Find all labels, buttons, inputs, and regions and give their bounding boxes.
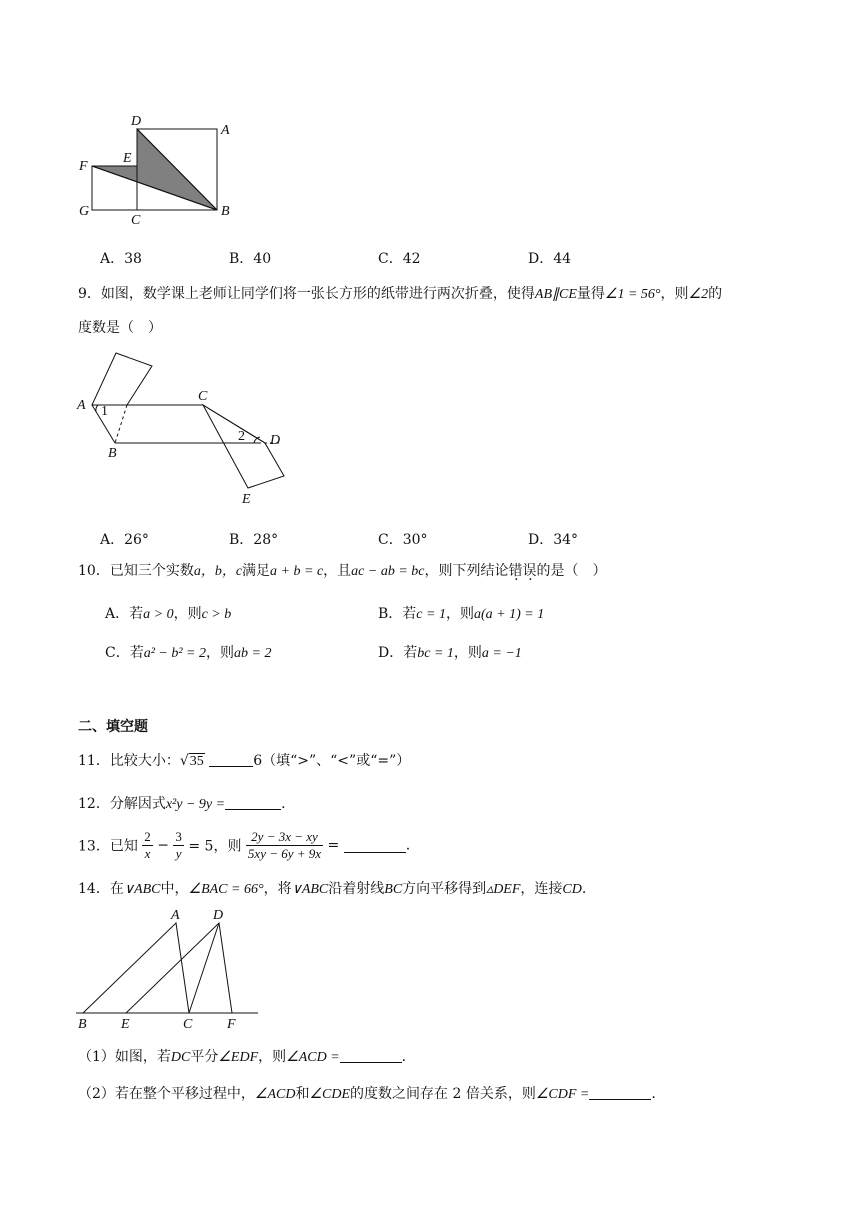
- q10-option-c-label: C．若: [105, 645, 144, 661]
- label-f: F: [227, 1017, 236, 1032]
- q14-segment-cd: CD: [562, 882, 582, 897]
- label-a: A: [77, 398, 86, 413]
- label-f: F: [79, 159, 88, 174]
- q14-angle-bac: ∠BAC = 66°: [188, 882, 264, 897]
- triangle-def: [126, 923, 232, 1013]
- q10-option-d-cond: bc = 1: [417, 646, 454, 661]
- folded-strip-figure: [70, 345, 300, 510]
- q14-p2-ask: ∠CDF =: [535, 1087, 590, 1102]
- q9-text-3: ，则: [660, 286, 689, 302]
- q10-option-b-cond: c = 1: [416, 607, 446, 622]
- q14-p1-ask: ∠ACD =: [286, 1050, 340, 1065]
- q10-cond2: ac − ab = bc: [351, 564, 425, 579]
- q10-option-b-label: B．若: [378, 606, 417, 622]
- square-triangle-figure: [70, 110, 250, 230]
- q12-answer-blank[interactable]: [225, 795, 281, 810]
- q9-text-1: 9．如图，数学课上老师让同学们将一张长方形的纸带进行两次折叠，使得: [78, 286, 535, 302]
- q14-p2-answer-blank[interactable]: [589, 1085, 651, 1100]
- q14-p1-end: .: [401, 1049, 407, 1065]
- q14-p1-dc: DC: [170, 1050, 191, 1065]
- q13-minus: −: [157, 837, 169, 854]
- q14-p1-angle-edf: ∠EDF: [218, 1050, 259, 1065]
- q14-p2-end: .: [651, 1086, 656, 1102]
- q10-cond1: a + b = c: [270, 564, 324, 579]
- label-e: E: [121, 1017, 130, 1032]
- q12-expression: x²y − 9y =: [165, 797, 226, 812]
- q13-f1-den: x: [144, 846, 151, 861]
- q10-text-and: ，且: [323, 563, 352, 579]
- strip-left-flap: [92, 353, 152, 405]
- q14-p1-prefix: （1）如图，若: [78, 1049, 171, 1065]
- q10-text-satisfy: 满足: [242, 563, 271, 579]
- q13-fraction-3-over-y: [173, 829, 184, 862]
- q9-math-ab-parallel-ce: AB∥CE: [534, 287, 577, 302]
- q9-text-2: 量得: [576, 286, 605, 302]
- q9-stem-line2: 度数是（ ）: [78, 320, 162, 336]
- q9-text-4: 的: [708, 286, 723, 302]
- q13-answer-blank[interactable]: [344, 838, 406, 853]
- q10-option-b[interactable]: [378, 603, 544, 623]
- q11-after: 6（填“>”、“<”或“=”）: [253, 753, 411, 769]
- q10-option-d-then: ，则: [453, 645, 482, 661]
- label-g: G: [79, 204, 90, 219]
- q14-triangle-abc-2: ∨ABC: [291, 882, 329, 897]
- q13-f2-den: y: [175, 846, 182, 861]
- q14-text-4: 方向平移得到: [402, 881, 487, 897]
- q14-ray-bc: BC: [384, 882, 403, 897]
- q10-vars: a，b，c: [193, 564, 243, 579]
- label-angle2: 2: [238, 429, 245, 444]
- q13-stem: [78, 829, 410, 862]
- q13-prefix: 13．已知: [78, 838, 138, 855]
- label-a: A: [171, 908, 180, 923]
- q10-option-a-label: A．若: [105, 606, 144, 622]
- q14-p2-angle-cde: ∠CDE: [309, 1087, 351, 1102]
- label-b: B: [78, 1017, 87, 1032]
- q14-part2: [78, 1083, 656, 1103]
- label-angle1: 1: [101, 404, 108, 419]
- q13-f3-num: 2y − 3x − xy: [246, 829, 323, 846]
- q12-stem: [78, 793, 286, 813]
- label-c: C: [131, 213, 141, 228]
- label-c: C: [198, 389, 208, 404]
- label-e: E: [242, 492, 251, 507]
- q10-emphasis-2: 误: [522, 563, 537, 579]
- q10-option-c[interactable]: [105, 642, 271, 662]
- q9-option-b[interactable]: B．28°: [229, 532, 279, 548]
- q14-text-1: 中，: [160, 881, 189, 897]
- q11-answer-blank[interactable]: [209, 752, 253, 767]
- q14-text-3: 沿着射线: [328, 881, 385, 897]
- q12-end: .: [281, 796, 286, 812]
- q13-eq5: = 5，则: [188, 838, 242, 855]
- label-c: C: [183, 1017, 193, 1032]
- sqrt-symbol: √: [179, 753, 189, 769]
- q9-option-d[interactable]: D．34°: [528, 532, 579, 548]
- angle1-arc: [96, 405, 98, 412]
- q10-option-c-cond: a² − b² = 2: [143, 646, 207, 661]
- q14-p2-mid: 的度数之间存在 2 倍关系，则: [350, 1086, 536, 1102]
- q10-option-b-then: ，则: [445, 606, 474, 622]
- q14-p1-bisects: 平分: [190, 1049, 219, 1065]
- label-b: B: [108, 446, 117, 461]
- q11-stem: [78, 750, 410, 770]
- q14-text-2: ，将: [263, 881, 292, 897]
- label-a: A: [221, 123, 230, 138]
- q11-radicand: 35: [189, 754, 204, 769]
- angle2-arc: [254, 437, 260, 443]
- q11-prefix: 11．比较大小：: [78, 753, 180, 769]
- segment-cd: [189, 923, 219, 1013]
- q10-option-a-cond: a > 0: [143, 607, 174, 622]
- q10-option-c-then: ，则: [206, 645, 235, 661]
- q13-fraction-expression: [246, 829, 323, 862]
- q10-option-d[interactable]: [378, 642, 522, 662]
- q14-prefix: 14．在: [78, 881, 124, 897]
- q8-option-c[interactable]: C．42: [378, 251, 421, 267]
- q13-f3-den: 5xy − 6y + 9x: [247, 846, 322, 861]
- q9-option-a[interactable]: A．26°: [100, 532, 149, 548]
- q14-p2-and: 和: [295, 1086, 310, 1102]
- q13-fraction-2-over-x: [142, 829, 153, 862]
- q14-p2-prefix: （2）若在整个平移过程中，: [78, 1086, 255, 1102]
- q14-p1-then: ，则: [258, 1049, 287, 1065]
- q10-option-d-result: a = −1: [481, 646, 522, 661]
- q13-f2-num: 3: [175, 829, 182, 844]
- q8-option-a[interactable]: A．38: [100, 251, 142, 267]
- q8-option-b[interactable]: B．40: [229, 251, 272, 267]
- q13-end: .: [405, 837, 411, 854]
- q10-option-a[interactable]: [105, 603, 231, 623]
- q13-f1-num: 2: [144, 829, 151, 844]
- translation-triangles-figure: [70, 905, 270, 1033]
- label-e: E: [123, 151, 132, 166]
- fold-line-dashed-left: [115, 405, 127, 443]
- q14-part1: [78, 1046, 406, 1066]
- q9-math-angle2: ∠2: [688, 287, 709, 302]
- q8-option-d[interactable]: D．44: [528, 251, 572, 267]
- q10-emphasis-1: 错: [508, 563, 523, 579]
- q10-option-b-result: a(a + 1) = 1: [473, 607, 545, 622]
- label-d: D: [131, 114, 142, 129]
- q12-prefix: 12．分解因式: [78, 796, 166, 812]
- q14-p1-answer-blank[interactable]: [340, 1048, 402, 1063]
- label-b: B: [221, 204, 230, 219]
- shaded-triangle-dbe: [92, 129, 217, 210]
- q9-option-c[interactable]: C．30°: [378, 532, 428, 548]
- q9-math-angle1: ∠1 = 56°: [604, 287, 661, 302]
- q10-stem: [78, 560, 606, 580]
- q10-option-a-result: c > b: [201, 607, 232, 622]
- q9-stem-line1: [78, 283, 722, 303]
- q14-p2-angle-acd: ∠ACD: [254, 1087, 296, 1102]
- q10-option-d-label: D．若: [378, 645, 418, 661]
- label-d: D: [270, 433, 281, 448]
- q13-eq: =: [327, 837, 340, 854]
- q10-text-then: ，则下列结论: [424, 563, 509, 579]
- q10-text-end: 的是（ ）: [536, 563, 607, 579]
- q14-stem: [78, 878, 586, 898]
- q10-option-c-result: ab = 2: [234, 646, 272, 661]
- q10-prefix: 10．已知三个实数: [78, 563, 194, 579]
- q14-triangle-def: ▵DEF: [486, 882, 521, 897]
- q10-option-a-then: ，则: [173, 606, 202, 622]
- q14-triangle-abc: ∨ABC: [123, 882, 161, 897]
- label-d: D: [213, 908, 224, 923]
- section-title-fill-in: 二、填空题: [78, 719, 148, 735]
- q14-end: .: [581, 881, 587, 897]
- q14-text-5: ，连接: [520, 881, 563, 897]
